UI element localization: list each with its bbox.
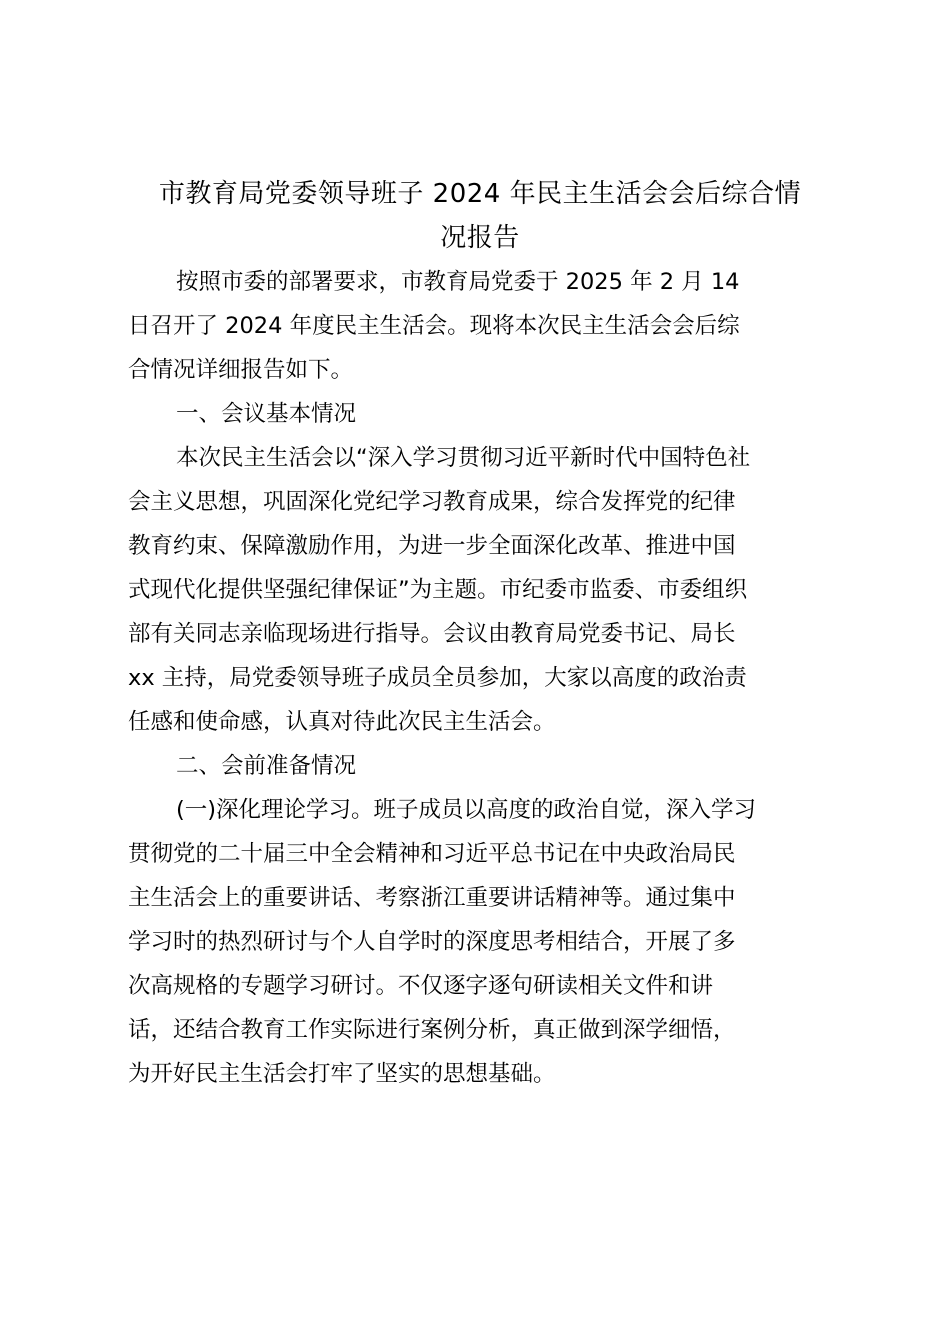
section-1-paragraph <box>128 436 832 744</box>
intro-paragraph <box>128 260 832 392</box>
paragraph-line: 主生活会上的重要讲话、考察浙江重要讲话精神等。通过集中 <box>128 885 736 911</box>
paragraph-line: 学习时的热烈研讨与个人自学时的深度思考相结合，开展了多 <box>128 929 736 955</box>
paragraph-line: 部有关同志亲临现场进行指导。会议由教育局党委书记、局长 <box>128 621 736 647</box>
paragraph-line: xx 主持，局党委领导班子成员全员参加，大家以高度的政治责 <box>128 665 747 691</box>
paragraph-line: (一)深化理论学习。班子成员以高度的政治自觉，深入学习 <box>176 797 757 823</box>
paragraph-line: 话，还结合教育工作实际进行案例分析，真正做到深学细悟， <box>128 1017 736 1043</box>
paragraph-line: 按照市委的部署要求，市教育局党委于 2025 年 2 月 14 <box>176 269 740 295</box>
section-heading-1: 一、会议基本情况 <box>176 401 357 427</box>
paragraph-line: 为开好民主生活会打牢了坚实的思想基础。 <box>128 1061 556 1087</box>
document-title <box>128 172 832 260</box>
paragraph-line: 贯彻党的二十届三中全会精神和习近平总书记在中央政治局民 <box>128 841 736 867</box>
paragraph-line: 次高规格的专题学习研讨。不仅逐字逐句研读相关文件和讲 <box>128 973 714 999</box>
document-page <box>128 172 832 1096</box>
paragraph-line: 合情况详细报告如下。 <box>128 357 354 383</box>
title-line-2: 况报告 <box>440 223 520 253</box>
section-2-paragraph <box>128 788 832 1096</box>
paragraph-line: 本次民主生活会以“深入学习贯彻习近平新时代中国特色社 <box>176 445 751 471</box>
paragraph-line: 会主义思想，巩固深化党纪学习教育成果，综合发挥党的纪律 <box>128 489 736 515</box>
paragraph-line: 日召开了 2024 年度民主生活会。现将本次民主生活会会后综 <box>128 313 740 339</box>
paragraph-line: 式现代化提供坚强纪律保证”为主题。市纪委市监委、市委组织 <box>128 577 748 603</box>
paragraph-line: 教育约束、保障激励作用，为进一步全面深化改革、推进中国 <box>128 533 736 559</box>
paragraph-line: 任感和使命感，认真对待此次民主生活会。 <box>128 709 556 735</box>
section-heading-2: 二、会前准备情况 <box>176 753 357 779</box>
title-line-1: 市教育局党委领导班子 2024 年民主生活会会后综合情 <box>158 179 802 209</box>
